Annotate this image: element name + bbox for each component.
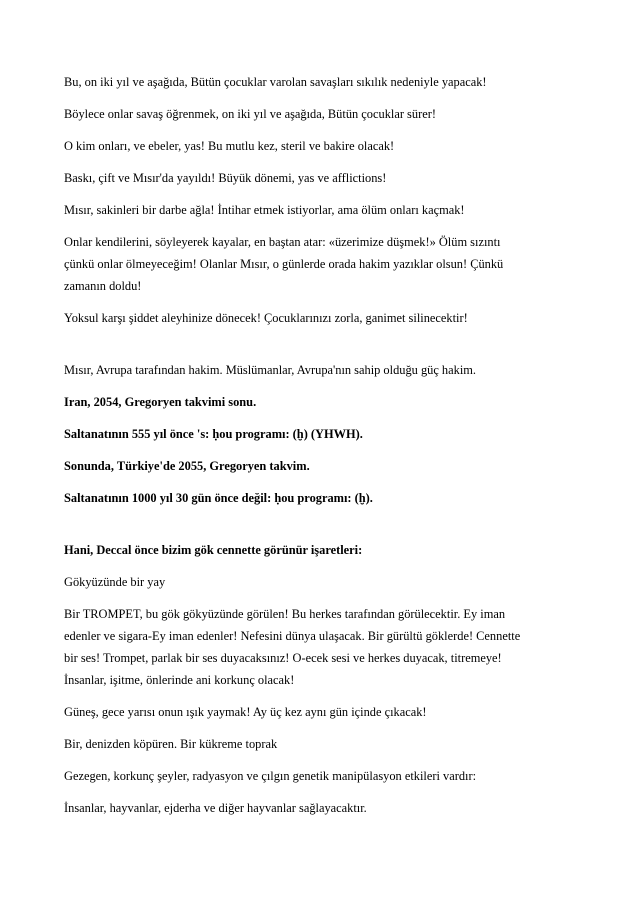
- text-line: Mısır, sakinleri bir darbe ağla! İntihar etmek istiyorlar, ama ölüm onları kaçmak!: [64, 203, 465, 217]
- text-line: Hani, Deccal önce bizim gök cennette görünür işaretleri:: [64, 543, 363, 557]
- bold-heading-line: [64, 487, 584, 509]
- text-line: Saltanatının 1000 yıl 30 gün önce değil: ḥou programı: (ḫ).: [64, 491, 373, 505]
- paragraph: [64, 71, 584, 93]
- text-line: Bir TROMPET, bu gök gökyüzünde görülen! Bu herkes tarafından görülecektir. Ey iman: [64, 607, 506, 621]
- bold-heading-line: [64, 391, 584, 413]
- paragraph: [64, 701, 584, 723]
- text-line: edenler ve sigara-Ey iman edenler! Nefesini dünya ulaşacak. Bir gürültü göklerde! Cennette: [64, 629, 521, 643]
- paragraph: [64, 167, 584, 189]
- bold-heading-line: [64, 455, 584, 477]
- text-line: İnsanlar, hayvanlar, ejderha ve diğer hayvanlar sağlayacaktır.: [64, 801, 367, 815]
- spacer: [64, 339, 584, 359]
- text-line: Böylece onlar savaş öğrenmek, on iki yıl ve aşağıda, Bütün çocuklar sürer!: [64, 107, 436, 121]
- text-line: Mısır, Avrupa tarafından hakim. Müslümanlar, Avrupa'nın sahip olduğu güç hakim.: [64, 363, 477, 377]
- document-page: [64, 71, 584, 829]
- paragraph: [64, 571, 584, 593]
- text-line: Onlar kendilerini, söyleyerek kayalar, en baştan atar: «üzerimize düşmek!» Ölüm sızıntı: [64, 235, 501, 249]
- paragraph: [64, 307, 584, 329]
- section-heading: [64, 539, 584, 561]
- text-line: Sonunda, Türkiye'de 2055, Gregoryen takvim.: [64, 459, 310, 473]
- text-line: Baskı, çift ve Mısır'da yayıldı! Büyük dönemi, yas ve afflictions!: [64, 171, 387, 185]
- text-line: Gökyüzünde bir yay: [64, 575, 166, 589]
- text-line: zamanın doldu!: [64, 279, 142, 293]
- paragraph: [64, 199, 584, 221]
- text-line: Iran, 2054, Gregoryen takvimi sonu.: [64, 395, 257, 409]
- text-line: bir ses! Trompet, parlak bir ses duyacaksınız! O-ecek sesi ve herkes duyacak, titremeye!: [64, 651, 502, 665]
- text-line: O kim onları, ve ebeler, yas! Bu mutlu kez, steril ve bakire olacak!: [64, 139, 395, 153]
- text-line: Yoksul karşı şiddet aleyhinize dönecek! Çocuklarınızı zorla, ganimet silinecektir!: [64, 311, 468, 325]
- text-line: çünkü onlar ölmeyeceğim! Olanlar Mısır, o günlerde orada hakim yazıklar olsun! Çünkü: [64, 257, 504, 271]
- paragraph: [64, 603, 584, 691]
- paragraph: [64, 733, 584, 755]
- paragraph: [64, 135, 584, 157]
- text-line: Güneş, gece yarısı onun ışık yaymak! Ay üç kez aynı gün içinde çıkacak!: [64, 705, 427, 719]
- paragraph: [64, 231, 584, 297]
- text-line: Bir, denizden köpüren. Bir kükreme toprak: [64, 737, 278, 751]
- paragraph: [64, 765, 584, 787]
- paragraph: [64, 103, 584, 125]
- text-line: Gezegen, korkunç şeyler, radyasyon ve çılgın genetik manipülasyon etkileri vardır:: [64, 769, 477, 783]
- spacer: [64, 519, 584, 539]
- text-line: Saltanatının 555 yıl önce 's: ḥou programı: (ḫ) (YHWH).: [64, 427, 363, 441]
- text-line: İnsanlar, işitme, önlerinde ani korkunç olacak!: [64, 673, 295, 687]
- text-line: Bu, on iki yıl ve aşağıda, Bütün çocuklar varolan savaşları sıkılık nedeniyle yapacak!: [64, 75, 487, 89]
- bold-heading-line: [64, 423, 584, 445]
- paragraph: [64, 359, 584, 381]
- paragraph: [64, 797, 584, 819]
